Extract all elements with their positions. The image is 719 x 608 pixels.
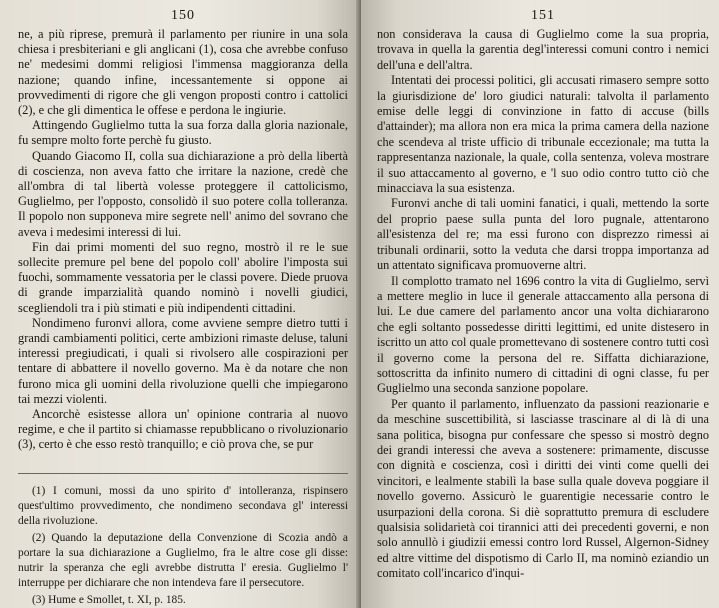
paragraph: ne, a più riprese, premurà il parlamento per riunire in una sola chiesa i presbiteriani e gli anglicani (1), cosa che avrebbe confuso ne' medesimi dommi religiosi l'immensa maggioranza della nazione; quando infine, incessantemente si oppone ai provvedimenti di rigore che gli vengon proposti contro i cattolici (2), e che gli dimentica le offese e perdona le ingiurie.: [18, 27, 348, 118]
paragraph: Fin dai primi momenti del suo regno, mostrò il re le sue sollecite premure pel bene del popolo coll' abolire l'imposta sui fuochi, sommamente vessatoria per le classi povere. Diede pruova di grande imparzialità quando nominò i novelli giudici, scegliendoli tra i più stimati e più indipendenti cittadini.: [18, 239, 348, 315]
paragraph: Quando Giacomo II, colla sua dichiarazione a prò della libertà di coscienza, non aveva fatto che irritare la nazione, credè che all'ombra di tal libertà volesse proteggere il cattolicismo, Guglielmo, per l'opposto, consolidò il suo potere colla tolleranza. Il popolo non supponeva mire segrete nell' animo del sovrano che aveva i medesimi interessi di lui.: [18, 148, 348, 239]
paragraph: Nondimeno furonvi allora, come avviene sempre dietro tutti i grandi cambiamenti politici, certe ambizioni rimaste deluse, taluni interessi pregiudicati, i quali si rivolsero alle cospirazioni per tentare di abbattere il novello governo. Ma è da notare che non furono mica gli uomini della rivoluzione quelli che impiegarono tai mezzi violenti.: [18, 315, 348, 406]
footnote: (3) Hume e Smollet, t. XI, p. 185.: [32, 593, 186, 606]
right-page-body: [377, 27, 709, 582]
right-page: [361, 0, 719, 608]
paragraph: Il complotto tramato nel 1696 contro la vita di Guglielmo, servì a mettere meglio in luce il generale attaccamento alla persona di lui. Le due camere del parlamento ancor una volta dichiararono che egli soltanto possedesse diritti legittimi, ed unite distesero in iscritto un atto col quale promettevano di sostenere contro tutti così il governo come la persona del re. Siffatta dichiarazione, sottoscritta da infinito numero di cittadini di ogni classe, fu per Guglielmo una seconda sanzione popolare.: [377, 273, 709, 396]
footnote: (2) Quando la deputazione della Convenzione di Scozia andò a portare la sua dichiarazione a Guglielmo, fra le altre cose gli disse: nutrir la speranza che egli avrebbe distrutta l' eresia. Guglielmo l' interruppe per dichiarare che non intendeva fare il persecutore.: [18, 531, 348, 589]
paragraph: Furonvi anche di tali uomini fanatici, i quali, mettendo la sorte del proprio paese sulla punta del loro pugnale, attentarono all'esistenza del re; ma essi furono con disprezzo rimessi ai tribunali ordinarii, sotto la veduta che darsi troppa importanza ad un attentato significava promuoverne altri.: [377, 196, 709, 273]
paragraph: Ancorchè esistesse allora un' opinione contraria al nuovo regime, e che il partito si chiamasse repubblicano o rivoluzionario (3), certo è che esso restò tranquillo; e ciò prova che, se pur: [18, 407, 348, 452]
footnotes: [18, 484, 348, 608]
left-page-body: [18, 27, 348, 453]
paragraph: Attingendo Guglielmo tutta la sua forza dalla gloria nazionale, fu sempre molto forte perchè fu giusto.: [18, 118, 348, 148]
paragraph: Per quanto il parlamento, influenzato da passioni reazionarie e da meschine suscettibilità, si lasciasse trascinare al di là di una sana politica, bisogna pur confessare che spesso si mostrò degno dei grandi interessi che aveva a sostenere: primamente, discusse con dignità e coscienza, così i diritti dei vinti come quelli dei vincitori, e lealmente stabilì la base sulla quale doveva poggiare il novello governo. Assicurò le guarentigie necessarie contro le usurpazioni della corona. Si diè soprattutto premura di escludere qualsisia solidarietà coi tirannici atti dei precedenti governi, e non solo annullò i giudizii emessi contro lord Russel, Algernon-Sidney ed altre vittime del dispotismo di Carlo II, ma nominò eziandio un comitato coll'incarico d'inqui-: [377, 396, 709, 581]
footnote: (1) I comuni, mossi da uno spirito d' intolleranza, rispinsero quest'ultimo provvedimento, che nondimeno secondava gl' interessi della rivoluzione.: [18, 484, 348, 527]
paragraph: non considerava la causa di Guglielmo come la sua propria, trovava in quella la garentia degl'interessi comuni contro i nemici dell'una e dell'altra.: [377, 27, 709, 72]
footnote-divider: [18, 473, 348, 474]
page-number-right: 151: [531, 8, 555, 23]
page-number-left: 150: [171, 8, 195, 23]
paragraph: Intentati dei processi politici, gli accusati rimasero sempre sotto la giurisdizione de' loro giudici naturali: talvolta il parlamento emise delle leggi di convinzione in fatto di accuse (bills d'attainder); ma allora non era mica la prima camera della nazione che scendeva al triste ufficio di tribunale eccezionale; ma tutta la rappresentanza nazionale, la quale, colla sentenza, voleva mostrare il suo attaccamento al governo, e 'l suo odio contro tutto ciò che minacciava la sua esistenza.: [377, 73, 709, 196]
